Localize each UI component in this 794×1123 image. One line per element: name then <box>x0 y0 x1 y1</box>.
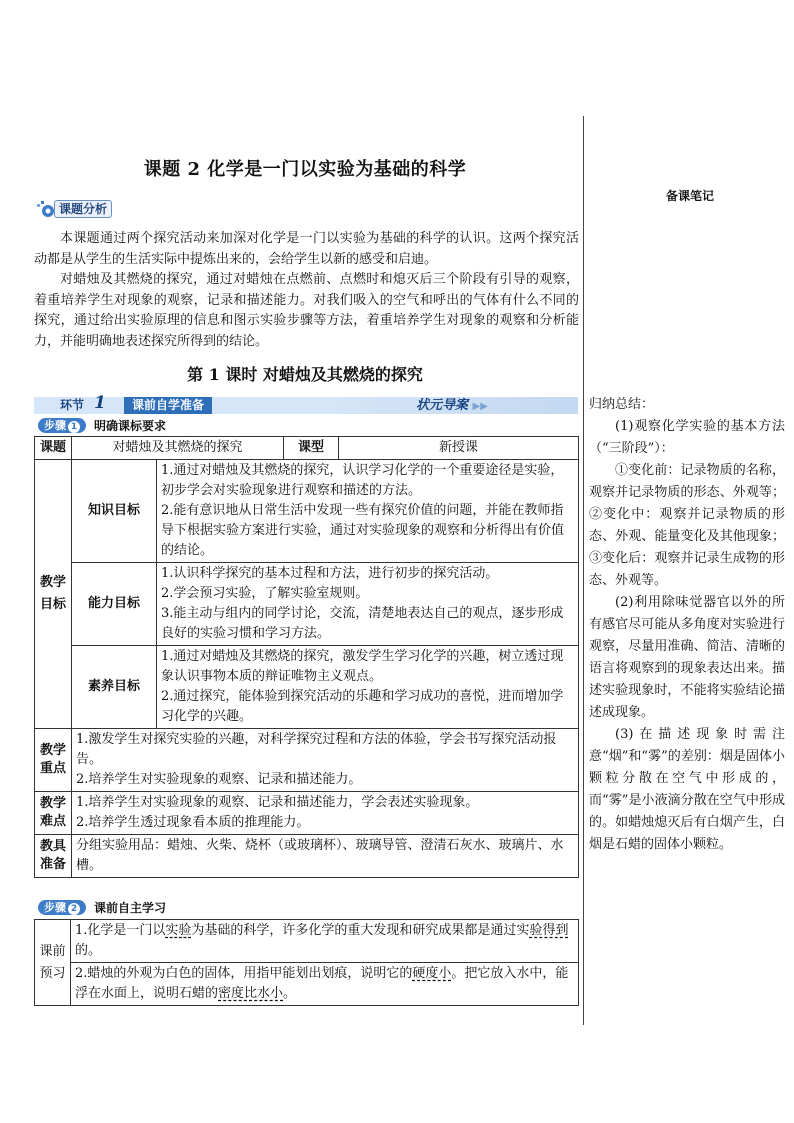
ability-item: 2.学会预习实验，了解实验室规则。 <box>161 586 369 601</box>
preview-text: 。 <box>283 986 297 1001</box>
literacy-item: 2.通过探究，能体验到探究活动的乐趣和学习成功的喜悦，进而增加学习化学的兴趣。 <box>161 689 564 724</box>
step-1-header <box>38 417 166 433</box>
table-row <box>35 646 579 729</box>
table-row <box>35 437 579 460</box>
ability-item: 1.认识科学探究的基本过程和方法，进行初步的探究活动。 <box>161 566 499 581</box>
lesson-title: 第 1 课时 对蜡烛及其燃烧的探究 <box>187 365 423 384</box>
difficulty-cell <box>72 792 579 835</box>
column-divider <box>583 116 584 1025</box>
table-row <box>35 920 579 963</box>
table-row <box>35 792 579 835</box>
difficulty-item: 1.培养学生对实验现象的观察、记录和描述能力，学会表述实验现象。 <box>76 795 479 810</box>
preview-label: 课前预习 <box>35 920 71 1006</box>
table-row <box>35 729 579 792</box>
preview-text: 的。 <box>75 943 102 958</box>
ability-item: 3.能主动与组内的同学讨论，交流，清楚地表达自己的观点，逐步形成良好的实验习惯和学习方法。 <box>161 606 564 641</box>
analysis-section-tag <box>36 199 112 219</box>
topic-header: 课题 <box>35 437 72 460</box>
step-number: 2 <box>68 903 80 915</box>
page-title: 课题 2 化学是一门以实验为基础的科学 <box>143 159 467 180</box>
literacy-label: 素养目标 <box>72 646 157 729</box>
tools-cell: 分组实验用品：蜡烛、火柴、烧杯（或玻璃杯）、玻璃导管、澄清石灰水、玻璃片、水槽。 <box>72 835 579 878</box>
literacy-item: 1.通过对蜡烛及其燃烧的探究，激发学生学习化学的兴趣，树立透过现象认识事物本质的辩证唯物主义观点。 <box>161 649 564 684</box>
tools-label: 教具准备 <box>35 835 72 878</box>
preview-answer: 密度比水小 <box>218 986 284 1001</box>
band-segment: 环节 <box>60 398 85 412</box>
step-title: 课前自主学习 <box>94 900 167 915</box>
step-pill <box>38 900 86 915</box>
knowledge-label: 知识目标 <box>72 460 157 563</box>
knowledge-item: 2.能有意识地从日常生活中发现一些有探究价值的问题，并能在教师指导下根据实验方案进行实验，通过对实验现象的观察和分析得出有价值的结论。 <box>161 503 565 558</box>
analysis-paragraph-1: 本课题通过两个探究活动来加深对化学是一门以实验为基础的科学的认识。这两个探究活动都是从学生的生活实际中提炼出来的，会给学生以新的感受和启迪。 <box>34 231 579 267</box>
type-value: 新授课 <box>339 437 579 460</box>
band-step-title: 课前自学准备 <box>124 397 212 414</box>
band-number: 1 <box>94 393 106 413</box>
gear-icon <box>36 199 56 219</box>
preview-table <box>34 919 579 1006</box>
difficulty-item: 2.培养学生透过现象看本质的推理能力。 <box>76 815 310 830</box>
table-row <box>35 963 579 1006</box>
ability-cell <box>157 563 579 646</box>
key-cell <box>72 729 579 792</box>
band-right-label <box>416 397 488 414</box>
preview-item <box>71 963 579 1006</box>
sidebar-paragraph: (2)利用除味觉器官以外的所有感官尽可能从多角度对实验进行观察，尽量用准确、简洁、清晰的语言将观察到的现象表达出来。描述实验现象时，不能将实验结论描述成现象。 <box>589 595 785 720</box>
ability-label: 能力目标 <box>72 563 157 646</box>
literacy-cell <box>157 646 579 729</box>
step-pill-text: 步骤 <box>44 900 66 914</box>
table-row <box>35 563 579 646</box>
sidebar-paragraph: (3)在描述现象时需注意“烟”和“雾”的差别：烟是固体小颗粒分散在空气中形成的，而“雾”是小液滴分散在空气中形成的。如蜡烛熄灭后有白烟产生，白烟是石蜡的固体小颗粒。 <box>589 727 785 852</box>
key-item: 1.激发学生对探究实验的兴趣，对科学探究过程和方法的体验，学会书写探究活动报告。 <box>76 732 557 767</box>
sidebar-heading: 归纳总结： <box>589 397 655 412</box>
preview-answer: 验得到 <box>529 923 569 938</box>
analysis-paragraph-2: 对蜡烛及其燃烧的探究，通过对蜡烛在点燃前、点燃时和熄灭后三个阶段有引导的观察，着重培养学生对现象的观察，记录和描述能力。对我们吸入的空气和呼出的气体有什么不同的探究，通过给出实验原理的信息和图示实验步骤等方法，着重培养学生对现象的观察和分析能力，并能明确地表述探究所得到的结论。 <box>34 272 579 349</box>
key-item: 2.培养学生对实验现象的观察、记录和描述能力。 <box>76 772 362 787</box>
preview-item <box>71 920 579 963</box>
step-2-header <box>38 899 166 915</box>
table-row <box>35 460 579 563</box>
preview-text: 为基础的科学，许多化学的重大发现和研究成果都是通过实 <box>191 923 530 938</box>
knowledge-item: 1.通过对蜡烛及其燃烧的探究，认识学习化学的一个重要途径是实验，初步学会对实验现象进行观察和描述的方法。 <box>161 463 564 498</box>
notes-heading: 备课笔记 <box>665 189 714 203</box>
preview-text: 1.化学是一门以 <box>75 923 166 938</box>
objectives-table <box>34 436 579 878</box>
step-pill <box>38 418 86 433</box>
double-arrow-icon: ▶▶ <box>472 401 488 412</box>
preview-answer: 硬度小 <box>412 966 452 981</box>
step-pill-text: 步骤 <box>44 418 66 432</box>
sidebar-paragraph: ①变化前：记录物质的名称，观察并记录物质的形态、外观等；②变化中：观察并记录物质的形态、外观、能量变化及其他现象；③变化后：观察并记录生成物的形态、外观等。 <box>589 463 785 588</box>
goals-label: 教学目标 <box>35 460 72 729</box>
sidebar-paragraph: (1)观察化学实验的基本方法（“三阶段”）： <box>589 419 785 456</box>
preview-answer: 实验 <box>165 923 192 938</box>
analysis-label: 课题分析 <box>54 200 112 218</box>
knowledge-cell <box>157 460 579 563</box>
sidebar-notes <box>589 394 785 856</box>
section-band <box>34 393 578 414</box>
type-header: 课型 <box>284 437 339 460</box>
step-number: 1 <box>68 421 80 433</box>
difficulty-label: 教学难点 <box>35 792 72 835</box>
topic-value: 对蜡烛及其燃烧的探究 <box>72 437 284 460</box>
band-right-text: 状元导案 <box>416 398 469 413</box>
preview-text: 2.蜡烛的外观为白色的固体，用指甲能划出划痕，说明它的 <box>75 966 413 981</box>
key-label: 教学重点 <box>35 729 72 792</box>
preview-text: 。把它放入水中，能浮在水面上，说明石蜡的 <box>75 966 569 1001</box>
table-row <box>35 835 579 878</box>
step-title: 明确课标要求 <box>94 418 167 433</box>
